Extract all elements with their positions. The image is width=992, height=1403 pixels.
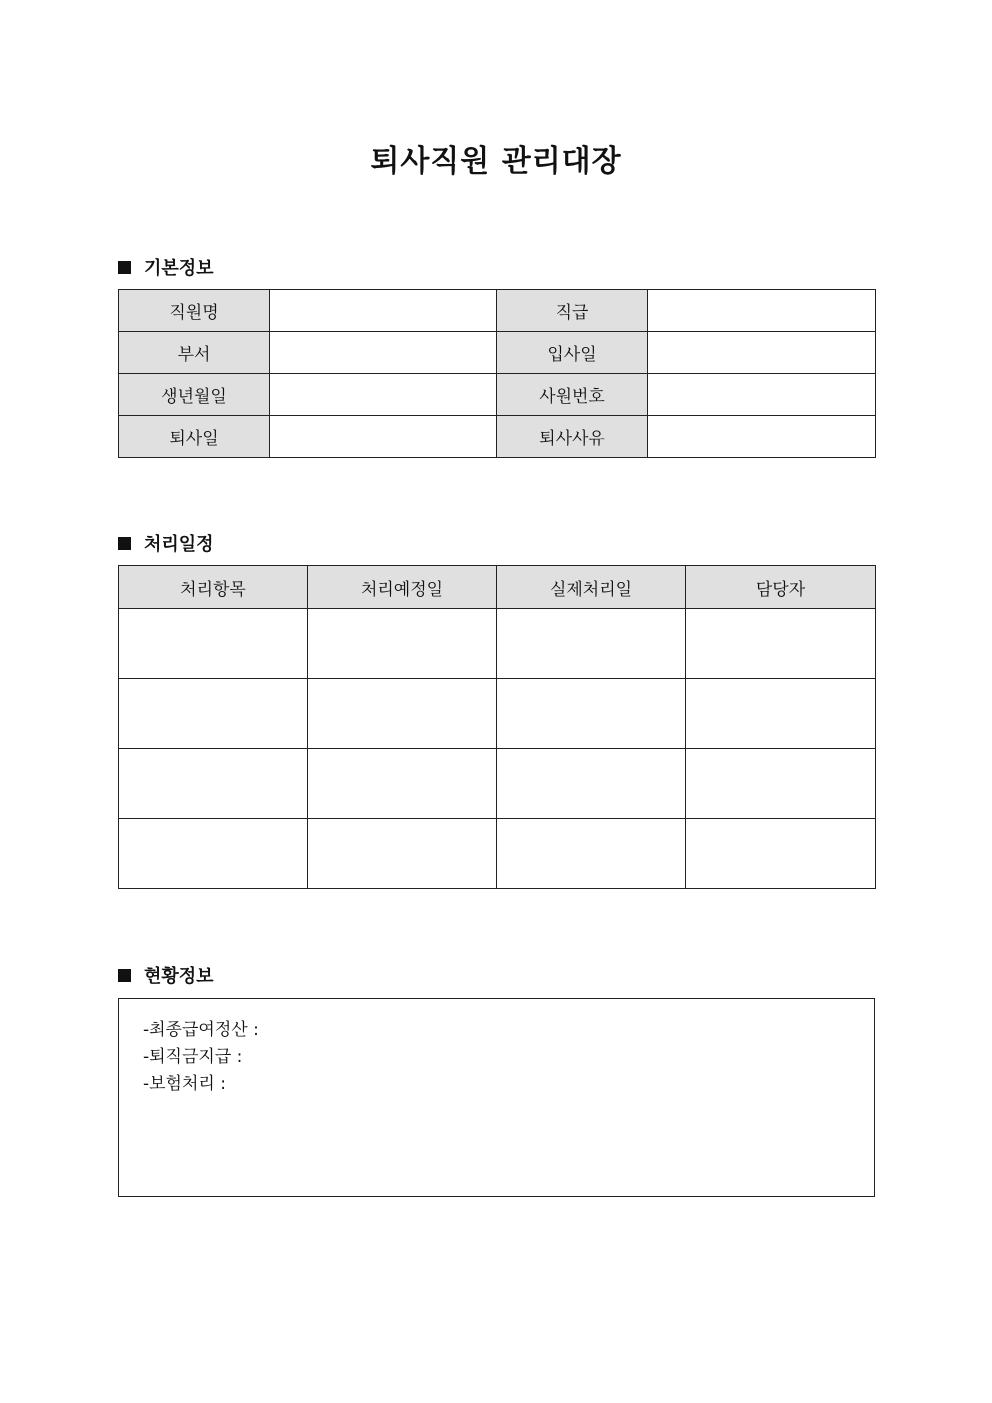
section-heading-label: 현황정보	[144, 966, 214, 987]
field-value[interactable]	[648, 416, 876, 458]
table-cell[interactable]	[119, 819, 308, 889]
field-label: 부서	[119, 332, 270, 374]
table-row	[119, 679, 876, 749]
table-cell[interactable]	[497, 749, 686, 819]
table-cell[interactable]	[119, 609, 308, 679]
table-cell[interactable]	[497, 819, 686, 889]
section-heading-basic	[118, 254, 214, 280]
table-row	[119, 749, 876, 819]
table-cell[interactable]	[497, 679, 686, 749]
status-line-insurance: -보험처리 :	[143, 1074, 226, 1094]
table-cell[interactable]	[308, 749, 497, 819]
field-label: 직원명	[119, 290, 270, 332]
field-value[interactable]	[270, 374, 497, 416]
field-value[interactable]	[270, 290, 497, 332]
table-cell[interactable]	[308, 609, 497, 679]
schedule-table	[118, 565, 876, 889]
section-heading-schedule	[118, 530, 214, 556]
page-title: 퇴사직원 관리대장	[370, 144, 622, 179]
table-cell[interactable]	[308, 679, 497, 749]
table-cell[interactable]	[119, 679, 308, 749]
table-row	[119, 332, 876, 374]
field-value[interactable]	[648, 332, 876, 374]
table-cell[interactable]	[308, 819, 497, 889]
field-value[interactable]	[648, 374, 876, 416]
table-row	[119, 374, 876, 416]
section-heading-label: 처리일정	[144, 534, 214, 555]
field-value[interactable]	[270, 332, 497, 374]
field-value[interactable]	[648, 290, 876, 332]
square-bullet-icon	[118, 261, 131, 274]
status-line-final-salary: -최종급여정산 :	[143, 1020, 259, 1040]
section-heading-status	[118, 962, 214, 988]
table-row	[119, 819, 876, 889]
table-row	[119, 416, 876, 458]
status-info-box[interactable]	[118, 998, 875, 1197]
field-label: 퇴사일	[119, 416, 270, 458]
field-label: 생년월일	[119, 374, 270, 416]
table-cell[interactable]	[686, 819, 876, 889]
basic-info-table	[118, 289, 876, 458]
table-cell[interactable]	[686, 609, 876, 679]
table-cell[interactable]	[686, 749, 876, 819]
field-value[interactable]	[270, 416, 497, 458]
table-header-row	[119, 566, 876, 609]
table-cell[interactable]	[497, 609, 686, 679]
table-cell[interactable]	[686, 679, 876, 749]
column-header: 처리항목	[119, 566, 308, 609]
table-row	[119, 290, 876, 332]
column-header: 실제처리일	[497, 566, 686, 609]
field-label: 퇴사사유	[497, 416, 648, 458]
table-row	[119, 609, 876, 679]
status-line-severance: -퇴직금지급 :	[143, 1047, 243, 1067]
column-header: 처리예정일	[308, 566, 497, 609]
table-cell[interactable]	[119, 749, 308, 819]
field-label: 사원번호	[497, 374, 648, 416]
field-label: 직급	[497, 290, 648, 332]
square-bullet-icon	[118, 537, 131, 550]
section-heading-label: 기본정보	[144, 258, 214, 279]
column-header: 담당자	[686, 566, 876, 609]
square-bullet-icon	[118, 969, 131, 982]
field-label: 입사일	[497, 332, 648, 374]
